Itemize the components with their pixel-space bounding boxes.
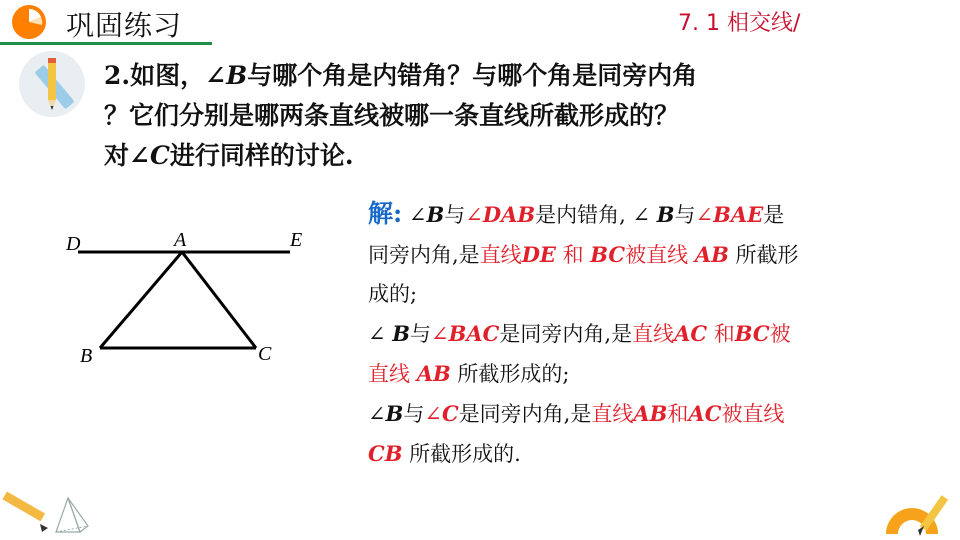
answer-text-run: 是内错角, <box>535 203 626 227</box>
answer-text-run: 与 <box>410 322 432 346</box>
answer-text-run: CB <box>368 441 403 466</box>
question-text-part: 与哪个角是内错角？与哪个角是同旁内角 <box>247 61 698 90</box>
answer-text-run: 所截形成的; <box>450 362 570 386</box>
answer-text-run: 和 <box>667 402 689 426</box>
geometry-figure <box>60 222 320 382</box>
answer-text-run: C <box>441 401 459 426</box>
point-label-a: A <box>174 229 187 251</box>
answer-text-run: AB <box>694 242 729 267</box>
answer-text-run: B <box>385 401 404 426</box>
question-line-3 <box>104 136 864 176</box>
segment-ab <box>100 252 182 348</box>
answer-text-run: 同旁内角,是 <box>368 243 480 267</box>
answer-line-4 <box>368 314 898 354</box>
answer-text-run: DE <box>521 242 556 267</box>
header-underline <box>0 42 212 45</box>
answer-text-run: 直线 <box>368 362 417 386</box>
protractor-icon <box>880 486 960 540</box>
point-label-c: C <box>258 343 272 365</box>
answer-text-run: BAE <box>713 202 764 227</box>
answer-line-2 <box>368 235 898 275</box>
answer-text-run: DAB <box>482 202 536 227</box>
answer-text-run: ∠ <box>368 322 393 346</box>
answer-text-run: 所截形成的. <box>402 442 521 466</box>
answer-text-run: 和 <box>707 322 735 346</box>
answer-text-run: BC <box>590 242 626 267</box>
answer-text-run: 是同旁内角,是 <box>458 402 592 426</box>
answer-line-7 <box>368 434 898 474</box>
answer-text-run: ∠ <box>368 402 386 426</box>
answer-text-run: B <box>656 202 675 227</box>
answer-text-run: B <box>392 321 411 346</box>
answer-text-run: BC <box>734 321 770 346</box>
answer-colon: : <box>393 199 403 228</box>
question-text-part: 进行同样的讨论. <box>169 141 354 170</box>
answer-line-3 <box>368 275 898 314</box>
question-text-part: 如图， <box>130 61 206 90</box>
answer-text-run: ∠ <box>431 322 449 346</box>
question-number: 2. <box>104 61 131 90</box>
answer-text-run: 被直线 <box>721 402 785 426</box>
answer-text-run: 与 <box>674 203 696 227</box>
angle-label: C <box>149 141 170 170</box>
answer-text-run: 被 <box>769 322 791 346</box>
chapter-label: 7. 1 相交线/ <box>678 11 801 36</box>
pencil-decoration-icon <box>0 488 100 540</box>
answer-text-run: 和 <box>555 243 591 267</box>
point-label-e: E <box>290 229 303 251</box>
answer-text-run: 与 <box>444 203 466 227</box>
answer-text-run: AC <box>674 321 708 346</box>
answer-text-run: ∠ <box>695 203 714 227</box>
answer-text-run: 是 <box>763 203 785 227</box>
question-line-2: ？它们分别是哪两条直线被哪一条直线所截形成的？ <box>104 101 680 130</box>
answer-text-run: 直线 <box>479 243 522 267</box>
answer-label: 解 <box>368 199 394 228</box>
question-line-1 <box>104 56 864 96</box>
answer-text-run: 成的; <box>368 282 418 306</box>
angle-label: B <box>226 61 248 90</box>
answer-line-6 <box>368 394 898 434</box>
answer-text-run: 直线 <box>632 322 675 346</box>
angle-symbol: ∠ <box>129 141 150 170</box>
pyramid-icon <box>56 498 88 532</box>
answer-text <box>368 194 898 474</box>
answer-text-run: AC <box>688 401 722 426</box>
answer-text-run: BAC <box>448 321 500 346</box>
answer-text-run: ∠ <box>465 203 483 227</box>
answer-line-5 <box>368 354 898 394</box>
answer-text-run: ∠ <box>625 203 657 227</box>
answer-text-run: AB <box>416 361 451 386</box>
segment-ac <box>182 252 256 348</box>
point-label-b: B <box>80 345 93 367</box>
answer-line-1 <box>368 194 898 235</box>
answer-text-run: AB <box>633 401 668 426</box>
answer-text-run: ∠ <box>402 203 427 227</box>
angle-symbol: ∠ <box>205 61 227 90</box>
ruler-pencil-icon <box>18 50 86 118</box>
question-text <box>104 56 864 176</box>
answer-text-run: 直线 <box>591 402 634 426</box>
slide-header <box>0 0 960 50</box>
point-label-d: D <box>66 233 81 255</box>
section-title: 巩固练习 <box>66 9 183 42</box>
answer-text-run: 与 <box>403 402 425 426</box>
answer-text-run: 是同旁内角,是 <box>499 322 633 346</box>
answer-text-run: B <box>426 202 445 227</box>
answer-text-run: 被直线 <box>625 243 695 267</box>
pie-chart-icon <box>10 3 48 41</box>
question-text-part: 对 <box>104 141 130 170</box>
answer-text-run: 所截形 <box>728 243 799 267</box>
answer-text-run: ∠ <box>424 402 442 426</box>
